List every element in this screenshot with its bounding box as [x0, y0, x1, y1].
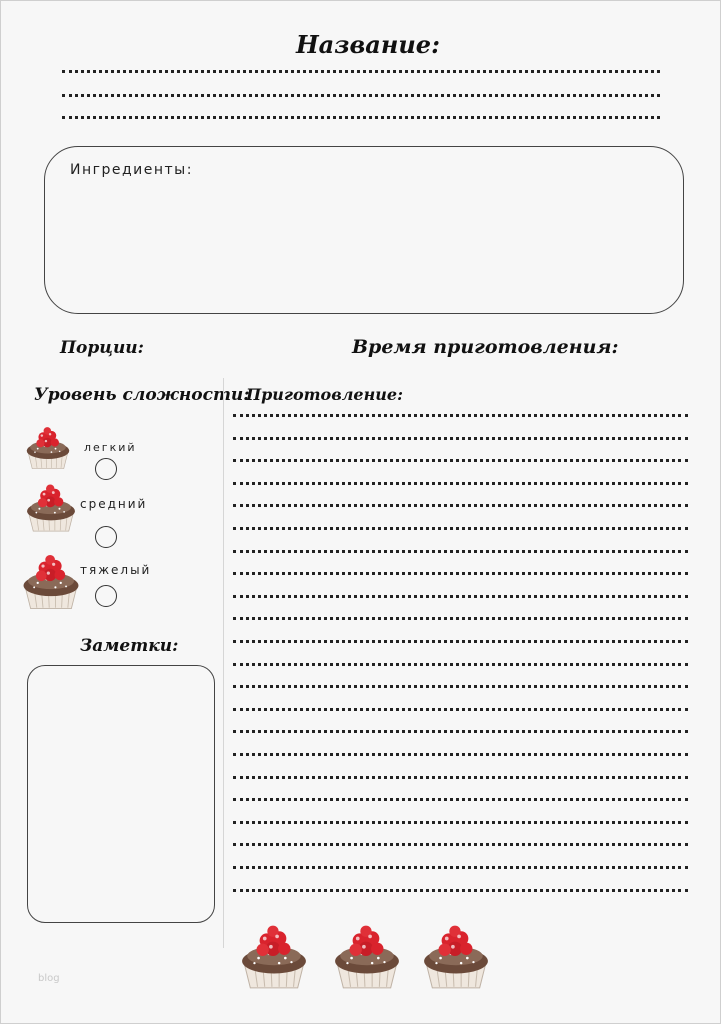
preparation-line[interactable]: [233, 550, 688, 553]
preparation-line[interactable]: [233, 595, 688, 598]
preparation-line[interactable]: [233, 482, 688, 485]
preparation-line[interactable]: [233, 843, 688, 846]
cupcake-icon-bottom-2: [331, 916, 403, 998]
ingredients-label: Ингредиенты:: [70, 162, 193, 178]
difficulty-easy-label: легкий: [84, 441, 137, 454]
preparation-line[interactable]: [233, 866, 688, 869]
difficulty-label: Уровень сложности:: [34, 385, 250, 405]
preparation-label: Приготовление:: [246, 385, 403, 404]
notes-box[interactable]: [27, 665, 215, 923]
preparation-line[interactable]: [233, 617, 688, 620]
preparation-line[interactable]: [233, 730, 688, 733]
difficulty-hard-label: тяжелый: [80, 563, 152, 577]
notes-label: Заметки:: [80, 636, 179, 656]
column-divider: [223, 378, 224, 948]
preparation-line[interactable]: [233, 753, 688, 756]
title-line-1[interactable]: [62, 70, 660, 73]
difficulty-medium-label: средний: [80, 497, 148, 511]
preparation-line[interactable]: [233, 708, 688, 711]
difficulty-hard-checkbox[interactable]: [95, 585, 117, 607]
preparation-line[interactable]: [233, 640, 688, 643]
preparation-line[interactable]: [233, 889, 688, 892]
servings-label: Порции:: [60, 338, 144, 358]
cooking-time-label: Время приготовления:: [352, 336, 619, 358]
title-label: Название:: [296, 30, 440, 59]
preparation-line[interactable]: [233, 459, 688, 462]
preparation-line[interactable]: [233, 685, 688, 688]
cupcake-icon-easy: [24, 424, 72, 472]
preparation-line[interactable]: [233, 663, 688, 666]
preparation-line[interactable]: [233, 776, 688, 779]
difficulty-medium-checkbox[interactable]: [95, 526, 117, 548]
cupcake-icon-bottom-3: [420, 916, 492, 998]
preparation-line[interactable]: [233, 798, 688, 801]
preparation-line[interactable]: [233, 527, 688, 530]
preparation-line[interactable]: [233, 437, 688, 440]
title-line-2[interactable]: [62, 94, 660, 97]
preparation-line[interactable]: [233, 414, 688, 417]
title-line-3[interactable]: [62, 116, 660, 119]
preparation-line[interactable]: [233, 821, 688, 824]
cupcake-icon-hard: [20, 548, 82, 616]
cupcake-icon-medium: [24, 480, 78, 536]
cupcake-icon-bottom-1: [238, 916, 310, 998]
watermark: blog: [38, 973, 60, 984]
difficulty-easy-checkbox[interactable]: [95, 458, 117, 480]
preparation-line[interactable]: [233, 504, 688, 507]
preparation-line[interactable]: [233, 572, 688, 575]
